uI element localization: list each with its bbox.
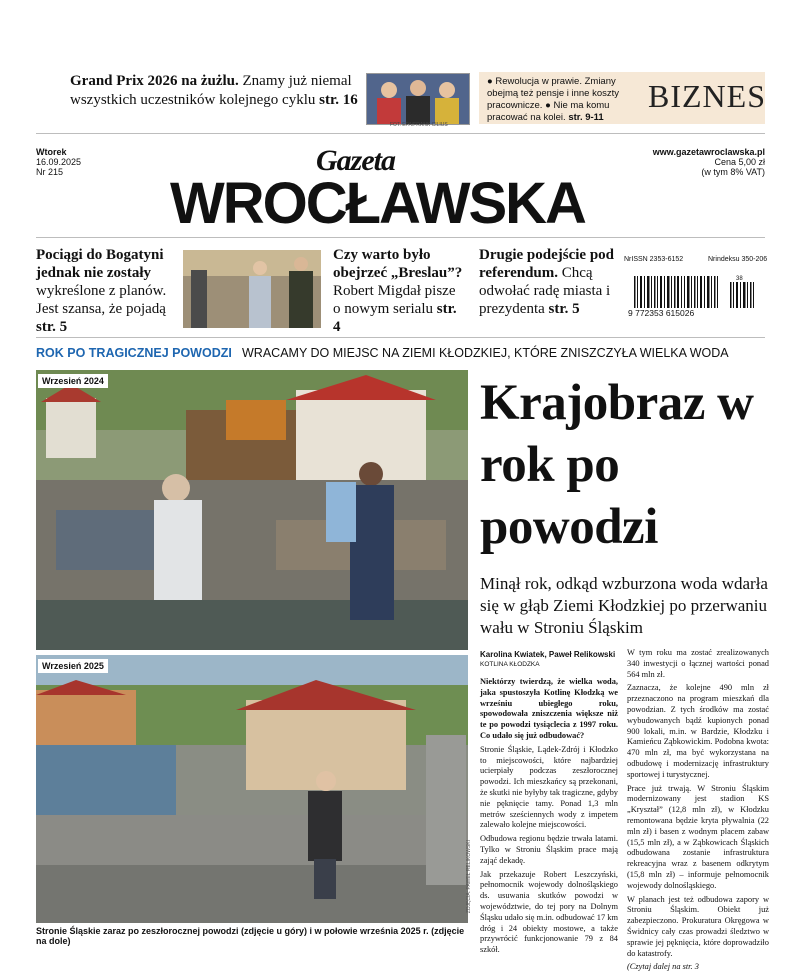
article-paragraph: Prace już trwają. W Stroniu Śląskim modernizowany jest stadion KS „Kryształ” (12,8 mln zł), w Kłodzku remontowana będzie kryta pływalnia (22 mln zł) i basen z wodnym placem zabaw (15,5 mln zł), a w Ząbkowicach Śląskich odbudowana zostanie infrastruktura rekreacyjna wraz z basenem odkrytym (15,8 mln zł) – informuje pełnomocnik wojewody dolnośląskiego. xyxy=(627,783,769,890)
continued-link[interactable]: (Czytaj dalej na str. 3 xyxy=(627,962,699,972)
article-paragraph: Zaznacza, że kolejne 490 mln zł przeznaczono na program mieszkań dla powodzian. Z tych środków ma zostać wybudowanych bądź kupionych ponad 900 lokali, m.in. w Bardzie, Kłodzku i Kamieńcu Ząbkowickim. Podobna kwota: 470 mln zł, ma być wykorzystana na odbudowę i modernizację infrastruktury sportowej i turystycznej. xyxy=(627,683,769,779)
biznes-teaser xyxy=(487,76,647,124)
photo-tag-2025: Wrzesień 2025 xyxy=(38,659,108,673)
issue-date: 16.09.2025 xyxy=(36,157,82,167)
teaser-1-head: Pociągi do Bogatyni jednak nie zostały xyxy=(36,247,164,281)
teaser-breslau[interactable] xyxy=(333,246,463,336)
divider-masthead xyxy=(36,237,765,238)
lead-paragraph: Minął rok, odkąd wzburzona woda wdarła się w głąb Ziemi Kłodzkiej po przerwaniu wału w Stroniu Śląskim xyxy=(480,574,768,637)
promo-title-text: Znamy już niemal wszystkich uczestników kolejnego cyklu xyxy=(70,73,352,108)
breslau-actors-image xyxy=(183,250,321,328)
photo-caption: Stronie Śląskie zaraz po zeszłorocznej powodzi (zdjęcie u góry) i w połowie września 2025 r. (zdjęcie na dole) xyxy=(36,926,465,946)
masthead-title: WROCŁAWSKA xyxy=(170,171,585,236)
biznes-bullet-1: ● Rewolucja w prawie. Zmiany obejmą też pensje i inne koszty pracownicze. xyxy=(487,76,620,111)
article-paragraph: W tym roku ma zostać zrealizowanych 340 inwestycji o łącznej wartości ponad 564 mln zł. xyxy=(627,648,769,679)
article-paragraph: Stronie Śląskie, Lądek-Zdrój i Kłodzko to miejscowości, które najbardziej ucierpiały podczas zeszłorocznej powodzi. Ich mieszkańcy są przekonani, że skutki nie byłyby tak tragiczne, gdyby nie pęknięcie tamy. Ponad 1,3 mln metrów sześciennych wody z impetem zalewało kolejne miejscowości. xyxy=(480,744,618,830)
breslau-series-photo[interactable] xyxy=(183,250,321,328)
teaser-1-body: wykreślone z planów. Jest szansa, że pojadą xyxy=(36,283,167,317)
promo-speedway-photo[interactable] xyxy=(366,73,470,125)
article-column-2 xyxy=(627,648,769,976)
vat-note: (w tym 8% VAT) xyxy=(701,167,765,177)
teaser-3-page: str. 5 xyxy=(548,301,580,317)
speedway-riders-image xyxy=(367,74,469,124)
author-names: Karolina Kwiatek, Paweł Relikowski xyxy=(480,650,616,659)
teaser-bogatynia[interactable] xyxy=(36,246,176,336)
article-intro: Niektórzy twierdzą, że wielka woda, jaka spustoszyła Kotlinę Kłodzką we wrześniu ubiegłego roku, spowodowała zniszczenia większe niż te po powodzi tysiąclecia z 1997 roku. Co udało się już odbudować? xyxy=(480,677,618,740)
flood-photo-2024[interactable] xyxy=(36,370,468,650)
byline xyxy=(480,650,615,670)
issue-number: Nr 215 xyxy=(36,167,64,177)
section-label: ROK PO TRAGICZNEJ POWODZI xyxy=(36,346,232,360)
site-block xyxy=(580,147,765,177)
biznes-logo: BIZNES xyxy=(648,78,766,114)
teaser-1-page: str. 5 xyxy=(36,319,68,335)
section-kicker: WRACAMY DO MIEJSC NA ZIEMI KŁODZKIEJ, KTÓRE ZNISZCZYŁA WIELKA WODA xyxy=(242,346,729,360)
teaser-2-body: Robert Migdał pisze o nowym serialu xyxy=(333,283,456,317)
teaser-3-body: Chcą odwołać radę miasta i prezydenta xyxy=(479,265,611,317)
promo-title-bold: Grand Prix 2026 na żużlu. xyxy=(70,73,239,89)
teaser-2-head: Czy warto było obejrzeć „Breslau”? xyxy=(333,247,463,281)
article-paragraph: W planach jest też odbudowa zapory w Stroniu Śląskim. Obiekt już zabezpieczono. Prokuratura Okręgowa w Świdnicy cały czas prowadzi śledztwo w sprawie jej pęknięcia, które doprowadziło do katastrofy. xyxy=(627,894,769,958)
barcode-number: 9 772353 615026 xyxy=(628,308,695,318)
teaser-3-head: Drugie podejście pod referendum. xyxy=(479,247,614,281)
masthead-gazeta: Gazeta xyxy=(316,144,395,177)
promo-grand-prix[interactable] xyxy=(70,72,370,110)
promo-photo-credit: FOT. EPA/FRANK CILIUS xyxy=(390,122,448,128)
photo-tag-2024: Wrzesień 2024 xyxy=(38,374,108,388)
date-block xyxy=(36,147,81,177)
barcode-addon: 38 xyxy=(736,276,743,282)
barcode-icon xyxy=(626,274,762,318)
biznes-page-ref: str. 9-11 xyxy=(568,112,604,123)
article-paragraph: Jak przekazuje Robert Leszczyński, pełnomocnik wojewody dolnośląskiego ds. usuwania skutków powodzi w województwie, do tej pory na Dolnym Śląsku udało się m.in. odbudować 17 km dróg i 24 obiekty mostowe, a także przywrócić funkcjonowanie 79 z 84 szkół. xyxy=(480,869,618,955)
issn-number: NrISSN 2353-6152 xyxy=(624,256,684,263)
dateline: KOTLINA KŁODZKA xyxy=(480,661,540,668)
article-column-1 xyxy=(480,677,618,959)
teaser-referendum[interactable] xyxy=(479,246,614,318)
website-link[interactable]: www.gazetawroclawska.pl xyxy=(652,147,765,157)
teaser-2-page: str. 4 xyxy=(333,301,457,335)
article-paragraph: Odbudowa regionu będzie trwała latami. Tylko w Stroniu Śląskim prace mają zająć dekadę. xyxy=(480,834,618,865)
biznes-bullet-2: ● Nie ma komu pracować na kolei. xyxy=(487,100,610,123)
flood-photo-2025[interactable] xyxy=(36,655,468,923)
main-headline[interactable]: Krajobraz w rok po powodzi xyxy=(480,375,754,555)
price: Cena 5,00 zł xyxy=(714,157,765,167)
weekday: Wtorek xyxy=(36,147,67,157)
promo-page-ref: str. 16 xyxy=(319,92,358,108)
photo-credit: ZDJĘCIA: PAWEŁ RELIKOWSKI xyxy=(466,840,472,914)
index-number: Nrindeksu 350-206 xyxy=(708,256,768,263)
divider-top xyxy=(36,133,765,134)
rebuilt-street-image xyxy=(36,655,468,923)
flood-damage-image xyxy=(36,370,468,650)
divider-teasers xyxy=(36,337,765,338)
